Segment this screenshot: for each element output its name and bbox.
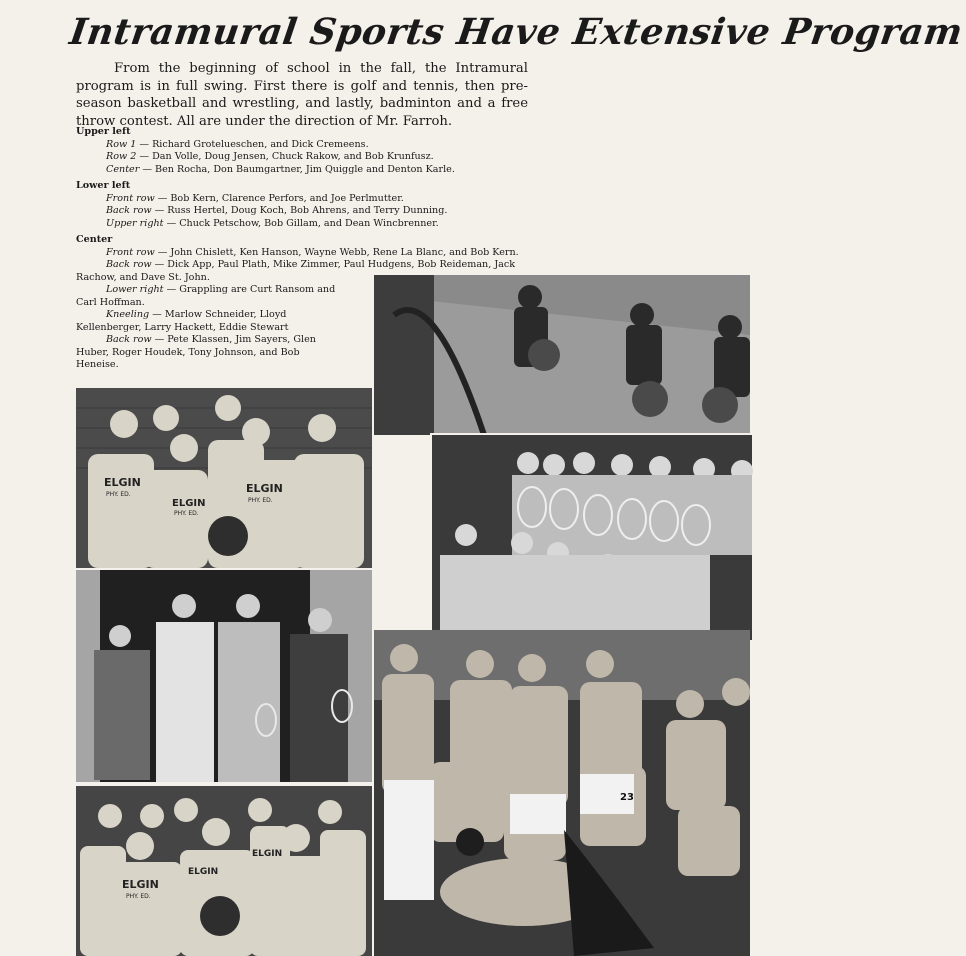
caption-upper-left-heading: Upper left (76, 126, 131, 137)
photo-wrestlers (374, 630, 750, 956)
caption-text: — Dick App, Paul Plath, Mike Zimmer, Paul Hudgens, Bob Reideman, Jack Rachow, and Dave St. John. (76, 259, 516, 283)
shirt-text: ELGIN (246, 482, 283, 495)
photo-gym-basketball (374, 275, 750, 435)
caption-text: — Marlow Schneider, Lloyd Kellenberger, Larry Hackett, Eddie Stewart (76, 309, 289, 333)
caption-text: — Bob Kern, Clarence Perfors, and Joe Perlmutter. (154, 192, 404, 204)
caption-line (76, 193, 528, 206)
caption-label: Lower right (106, 284, 164, 295)
caption-text: — Russ Hertel, Doug Koch, Bob Ahrens, and Terry Dunning. (151, 205, 448, 216)
caption-label: Back row (106, 205, 152, 216)
caption-text: — Pete Klassen, Jim Sayers, Glen Huber, Roger Houdek, Tony Johnson, and Bob Heneise. (76, 334, 316, 370)
caption-label: Center (106, 163, 140, 175)
caption-line (76, 247, 528, 260)
caption-text: — Chuck Petschow, Bob Gillam, and Dean Wincbrenner. (163, 217, 439, 229)
shirt-text: PHY. ED. (106, 491, 131, 498)
caption-text: — Richard Grotelueschen, and Dick Cremeens. (136, 138, 369, 150)
shirt-text: ELGIN (252, 849, 283, 859)
caption-text: — Dan Volle, Doug Jensen, Chuck Rakow, and Bob Krunfusz. (136, 151, 434, 162)
caption-text: — John Chislett, Ken Hanson, Wayne Webb, Rene La Blanc, and Bob Kern. (154, 246, 519, 258)
caption-text: — Ben Rocha, Don Baumgartner, Jim Quiggle and Denton Karle. (139, 163, 455, 175)
caption-line (76, 164, 528, 177)
photo-tennis-four (76, 570, 372, 782)
caption-line (76, 334, 340, 372)
caption-label: Front row (106, 192, 155, 204)
shirt-text: PHY. ED. (248, 497, 273, 504)
caption-text: — Grappling are Curt Ransom and Carl Hoffman. (76, 284, 336, 308)
caption-label: Row 2 (106, 151, 137, 162)
caption-lower-left-heading: Lower left (76, 180, 131, 191)
shirt-text: ELGIN (104, 476, 141, 489)
caption-line (76, 151, 528, 164)
caption-label: Front row (106, 246, 155, 258)
shirt-text: ELGIN (172, 498, 206, 509)
shirt-text: ELGIN (188, 867, 219, 877)
shirt-text: PHY. ED. (126, 893, 151, 900)
photo-basketball-lower-left (76, 786, 372, 956)
caption-line (76, 139, 528, 152)
caption-line (76, 309, 340, 334)
caption-line (76, 218, 528, 231)
page-title: Intramural Sports Have Extensive Program (67, 11, 966, 53)
caption-label: Upper right (106, 217, 164, 229)
caption-center-heading: Center (76, 234, 113, 245)
shirt-text: PHY. ED. (174, 510, 199, 517)
intro-paragraph: From the beginning of school in the fall, the Intramural program is in full swing. First there is golf and tennis, then pre-season basketball and wrestling, and lastly, badminton and a free throw contest. All are under the direction of Mr. Farroh. (76, 61, 528, 129)
caption-label: Back row (106, 334, 152, 345)
caption-label: Kneeling (106, 309, 150, 320)
caption-line (76, 205, 528, 218)
shirt-number: 23 (620, 792, 634, 803)
caption-line (76, 284, 340, 309)
shirt-text: ELGIN (122, 878, 159, 891)
caption-label: Row 1 (106, 138, 137, 150)
photo-tennis-group (430, 433, 754, 642)
photo-basketball-upper-left (76, 388, 372, 568)
caption-label: Back row (106, 259, 152, 270)
